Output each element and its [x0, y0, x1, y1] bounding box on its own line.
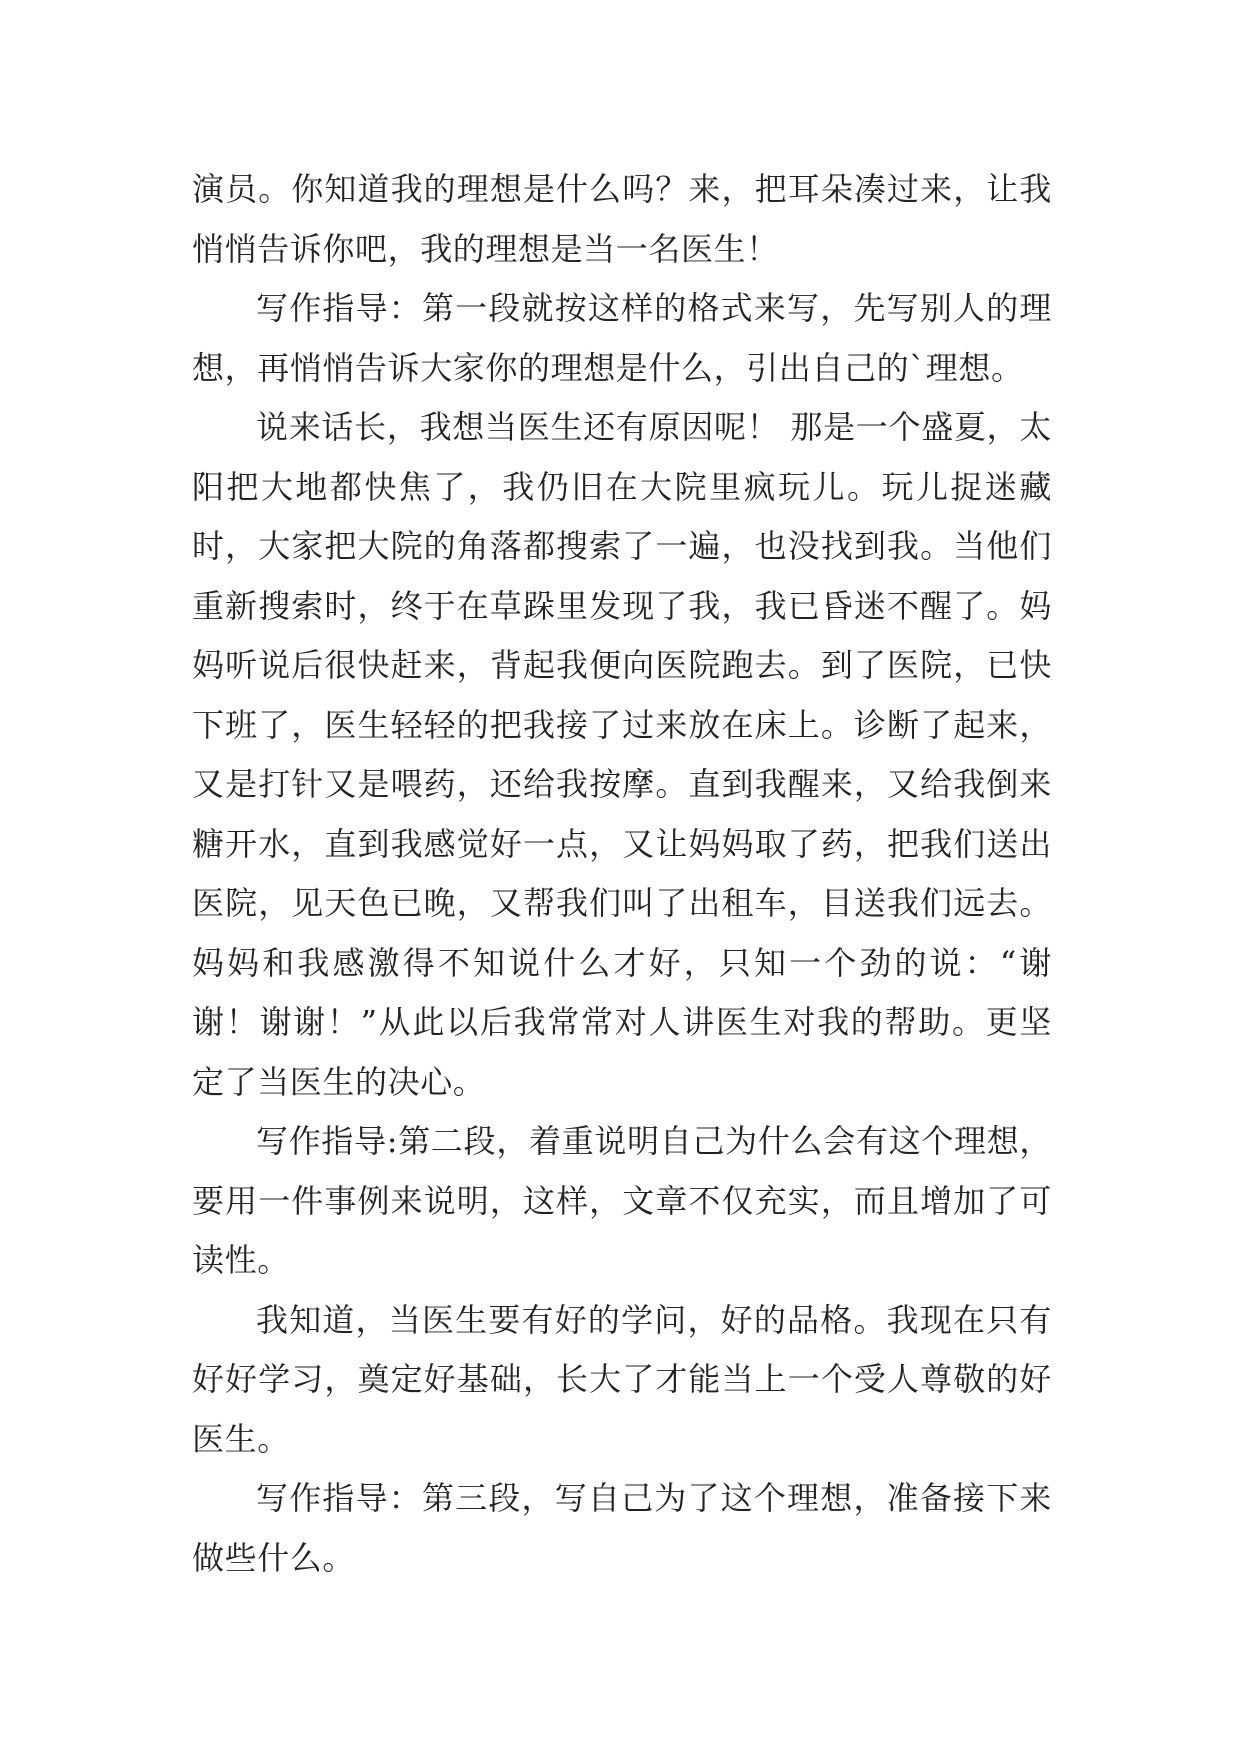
- paragraph-guide-2: 写作指导:第二段，着重说明自己为什么会有这个理想，要用一件事例来说明，这样，文章不仅充实，而且增加了可读性。: [192, 1122, 1052, 1279]
- paragraph-continued: 演员。你知道我的理想是什么吗？来，把耳朵凑过来，让我悄悄告诉你吧，我的理想是当一名医生！: [192, 170, 1052, 268]
- paragraph-guide-3: 写作指导：第三段，写自己为了这个理想，准备接下来做些什么。: [192, 1479, 1052, 1577]
- document-body: [192, 160, 1052, 1588]
- paragraph-story: 说来话长，我想当医生还有原因呢！ 那是一个盛夏，太阳把大地都快焦了，我仍旧在大院里疯玩儿。玩儿捉迷藏时，大家把大院的角落都搜索了一遍，也没找到我。当他们重新搜索时，终于在草跺里发现了我，我已昏迷不醒了。妈妈听说后很快赶来，背起我便向医院跑去。到了医院，已快下班了，医生轻轻的把我接了过来放在床上。诊断了起来，又是打针又是喂药，还给我按摩。直到我醒来，又给我倒来糖开水，直到我感觉好一点，又让妈妈取了药，把我们送出医院，见天色已晚，又帮我们叫了出租车，目送我们远去。妈妈和我感激得不知说什么才好，只知一个劲的说：“谢谢！谢谢！”从此以后我常常对人讲医生对我的帮助。更坚定了当医生的决心。: [192, 408, 1052, 1101]
- paragraph-guide-1: 写作指导：第一段就按这样的格式来写，先写别人的理想，再悄悄告诉大家你的理想是什么，引出自己的`理想。: [192, 289, 1052, 387]
- paragraph-plan: 我知道，当医生要有好的学问，好的品格。我现在只有好好学习，奠定好基础，长大了才能当上一个受人尊敬的好医生。: [192, 1300, 1052, 1458]
